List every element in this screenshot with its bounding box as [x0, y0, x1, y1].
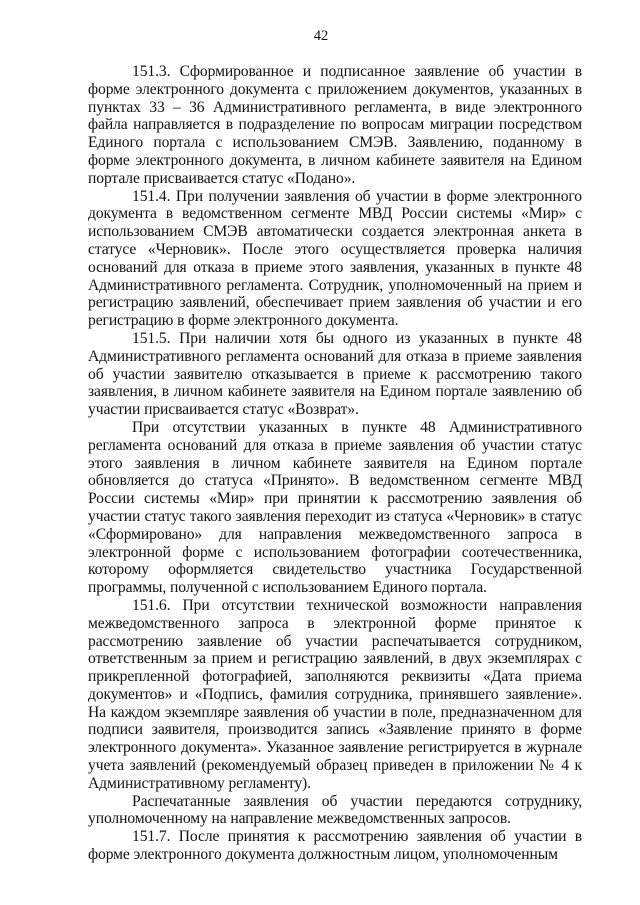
paragraph-151-4: 151.4. При получении заявления об участии в форме электронного документа в ведомственном сегменте МВД России системы «Мир» с использованием СМЭВ автоматически создается электронная анкета в статусе «Черновик». После этого осуществляется проверка наличия оснований для отказа в приеме этого заявления, указанных в пункте 48 Административного регламента. Сотрудник, уполномоченный на прием и регистрацию заявлений, обеспечивает прием заявления об участии и его регистрацию в форме электронного документа. [88, 187, 582, 330]
paragraph-151-5-continued: При отсутствии указанных в пункте 48 Административного регламента оснований для отказа в приеме заявления об участии статус этого заявления в личном кабинете заявителя на Едином портале обновляется до статуса «Принято». В ведомственном сегменте МВД России системы «Мир» при принятии к рассмотрению заявления об участии статус такого заявления переходит из статуса «Черновик» в статус «Сформировано» для направления межведомственного запроса в электронной форме с использованием фотографии соотечественника, которому оформляется свидетельство участника Государственной программы, полученной с использованием Единого портала. [88, 418, 582, 597]
paragraph-151-6: 151.6. При отсутствии технической возможности направления межведомственного запроса в электронной форме принятое к рассмотрению заявление об участии распечатывается сотрудником, ответственным за прием и регистрацию заявлений, в двух экземплярах с прикрепленной фотографией, заполняются реквизиты «Дата приема документов» и «Подпись, фамилия сотрудника, принявшего заявление». На каждом экземпляре заявления об участии в поле, предназначенном для подписи заявителя, производится запись «Заявление принято в форме электронного документа». Указанное заявление регистрируется в журнале учета заявлений (рекомендуемый образец приведен в приложении № 4 к Административному регламенту). [88, 596, 582, 792]
paragraph-151-7: 151.7. После принятия к рассмотрению заявления об участии в форме электронного документа должностным лицом, уполномоченным [88, 828, 582, 864]
page-number: 42 [313, 28, 329, 44]
paragraph-151-6-continued: Распечатанные заявления об участии передаются сотруднику, уполномоченному на направление межведомственных запросов. [88, 792, 582, 828]
paragraph-151-5: 151.5. При наличии хотя бы одного из указанных в пункте 48 Административного регламента оснований для отказа в приеме заявления об участии заявителю отказывается в приеме к рассмотрению такого заявления, в личном кабинете заявителя на Едином портале заявлению об участии присваивается статус «Возврат». [88, 329, 582, 419]
paragraph-151-3: 151.3. Сформированное и подписанное заявление об участии в форме электронного документа с приложением документов, указанных в пунктах 33 – 36 Административного регламента, в виде электронного файла направляется в подразделение по вопросам миграции посредством Единого портала с использованием СМЭВ. Заявлению, поданному в форме электронного документа, в личном кабинете заявителя на Едином портале присваивается статус «Подано». [88, 63, 582, 187]
